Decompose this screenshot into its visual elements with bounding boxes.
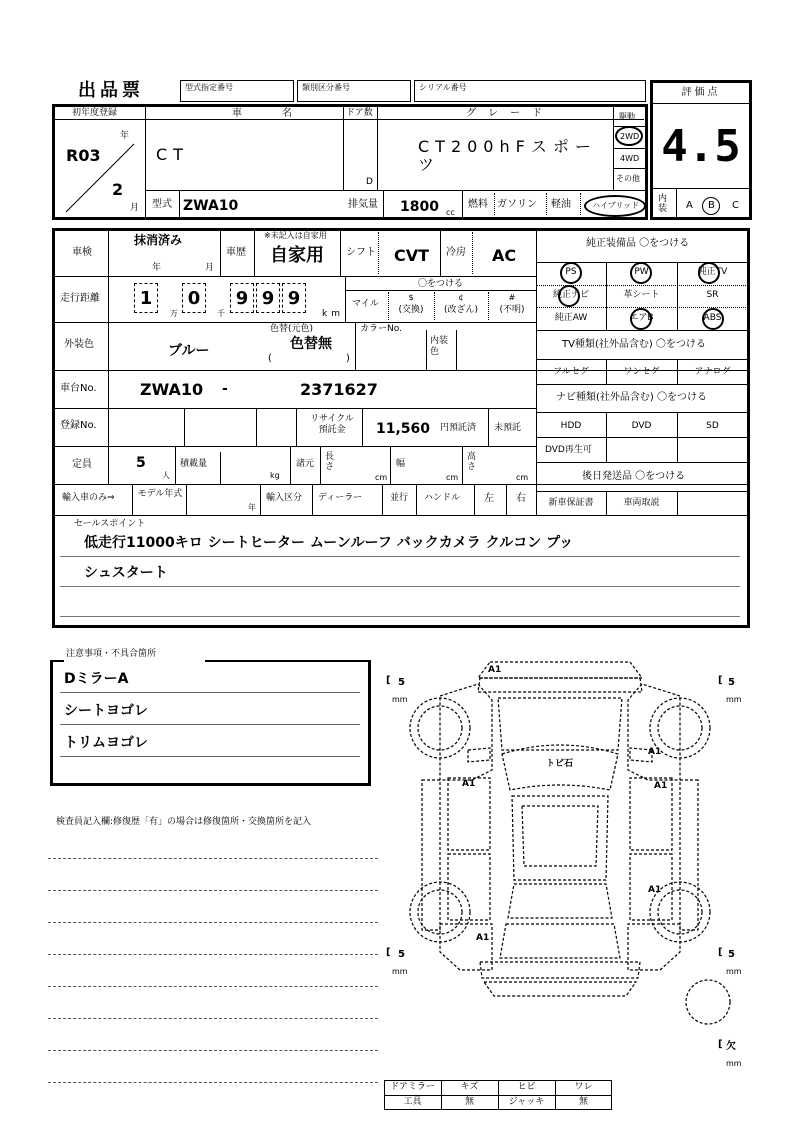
fuel-label: 燃料	[468, 199, 488, 210]
class-label: 類別区分番号	[302, 83, 350, 92]
month-mark: 月	[130, 203, 140, 213]
capacity-value: 5	[136, 455, 146, 471]
legend-r2c4: 無	[578, 1097, 588, 1107]
handle-label: ハンドル	[424, 493, 461, 503]
mileage-unknown-sym: #	[508, 293, 516, 302]
registration-label: 登録No.	[60, 420, 97, 431]
dim-height: 高さ	[467, 452, 477, 472]
chassis-number: 2371627	[300, 380, 378, 399]
recycle-label: リサイクル預託金	[310, 414, 354, 435]
type-approval-label: 型式指定番号	[185, 83, 233, 92]
mark-front-bumper: A1	[488, 665, 502, 675]
note-3: トリムヨゴレ	[64, 735, 148, 751]
interior-b-circle	[702, 197, 720, 215]
mileage-mile: マイル	[352, 299, 379, 309]
nav-dvd: DVD	[631, 421, 652, 431]
mileage-exchange: (交換)	[398, 305, 424, 315]
mark-right-front-door: A1	[654, 781, 668, 791]
tread-rr-bracket: [	[718, 947, 723, 958]
mileage-km: km	[322, 309, 344, 319]
mileage-altered-sym: ¢	[458, 293, 464, 302]
note-1: DミラーA	[64, 671, 129, 687]
model-value: ZWA10	[183, 198, 239, 214]
year-mark: 年	[120, 131, 130, 141]
inspection-month-mark: 月	[205, 263, 215, 273]
tread-rr-mm: mm	[726, 967, 742, 976]
repaint-value: 色替無	[290, 336, 332, 352]
option-pw: PW	[634, 267, 649, 277]
mileage-label: 走行距離	[60, 293, 100, 304]
interior-grade-b: B	[708, 200, 715, 211]
handle-right: 右	[516, 493, 526, 504]
later-docs-label: 後日発送品 〇をつける	[582, 471, 686, 482]
inspector-label: 検査員記入欄:修復歴「有」の場合は修復箇所・交換箇所を記入	[56, 817, 312, 827]
inspection-label: 車検	[72, 247, 92, 258]
fuel-hybrid-circle	[584, 195, 646, 217]
doors-label: ドア数	[346, 108, 373, 118]
class-box	[297, 80, 411, 102]
legend-r2c2: 無	[464, 1097, 474, 1107]
tv-analog: アナログ	[694, 367, 731, 377]
tv-fullseg: フルセグ	[553, 367, 589, 377]
legend-r2c1: 工具	[403, 1097, 422, 1107]
length-cm: cm	[375, 473, 388, 482]
option-tv-circle	[698, 262, 720, 284]
shift-value: CVT	[394, 246, 430, 265]
option-ps-circle	[560, 262, 582, 284]
capacity-unit: 人	[162, 471, 170, 480]
sales-points-label: セールスポイント	[74, 519, 146, 529]
tread-fl-mm: mm	[392, 695, 408, 704]
tread-rr: 5	[728, 949, 735, 960]
form-title: 出品票	[78, 80, 144, 101]
sales-points-line2: シュスタート	[84, 565, 168, 581]
spare-mm: mm	[726, 1059, 742, 1068]
option-abs: ABS	[703, 313, 722, 323]
dim-length: 長さ	[325, 452, 335, 472]
nav-hdd: HDD	[560, 421, 582, 431]
interior-grade-a: A	[686, 200, 693, 211]
score-value: 4.5	[661, 121, 741, 172]
color-value: ブルー	[168, 343, 210, 359]
car-name: CT	[156, 145, 189, 164]
interior-label: 内装	[658, 194, 668, 214]
aircon-value: AC	[492, 246, 517, 265]
first-reg-month: 2	[112, 180, 124, 199]
legend-r1c1: ドアミラー	[390, 1082, 435, 1092]
interior-grade-c: C	[732, 200, 739, 211]
type-approval-box	[180, 80, 294, 102]
import-label: 輸入車のみ⇒	[62, 493, 115, 503]
serial-label: シリアル番号	[419, 83, 467, 92]
notes-label: 注意事項・不具合箇所	[66, 649, 157, 659]
drive-2wd: 2WD	[620, 132, 640, 141]
score-label: 評価点	[681, 87, 721, 98]
dim-width: 幅	[396, 459, 406, 469]
import-parallel: 並行	[390, 493, 409, 503]
fuel-hybrid: ハイブリッド	[592, 201, 640, 210]
mileage-digit-1: 1	[134, 283, 158, 313]
displacement-value: 1800	[400, 199, 439, 215]
mileage-digit-5: 9	[282, 283, 306, 313]
model-label: 型式	[152, 199, 172, 210]
tread-fr-mm: mm	[726, 695, 742, 704]
option-tv: 純正TV	[697, 267, 728, 277]
repaint-paren-open: (	[268, 353, 272, 364]
width-cm: cm	[446, 473, 459, 482]
drive-4wd: 4WD	[620, 154, 640, 163]
grade-label: グレード	[466, 108, 554, 119]
car-damage-diagram	[380, 640, 760, 1080]
history-value: 自家用	[270, 245, 324, 266]
option-leather: 革シート	[623, 290, 660, 300]
options-label: 純正装備品 〇をつける	[586, 238, 690, 249]
option-ps: PS	[565, 267, 577, 277]
fuel-diesel: 軽油	[551, 199, 571, 210]
drive-2wd-circle	[615, 126, 643, 146]
color-label: 外装色	[64, 339, 94, 350]
option-navi: 純正ナビ	[552, 290, 589, 300]
spare-status: 欠	[726, 1041, 736, 1052]
chassis-dash: -	[222, 381, 228, 397]
handle-left: 左	[484, 493, 494, 504]
load-unit: kg	[270, 471, 280, 480]
serial-box	[414, 80, 646, 102]
import-model-year: モデル年式	[137, 489, 183, 499]
capacity-label: 定員	[72, 459, 92, 470]
import-dealer: ディーラー	[318, 493, 363, 503]
mileage-digit-4: 9	[256, 283, 280, 313]
repaint-paren-close: )	[346, 353, 350, 364]
aircon-label: 冷房	[446, 247, 466, 258]
cc-unit: cc	[446, 208, 455, 217]
load-label: 積載量	[180, 459, 208, 469]
fuel-gasoline: ガソリン	[497, 199, 537, 210]
drive-label: 駆動	[619, 112, 635, 121]
inspection-year-mark: 年	[152, 263, 162, 273]
tread-fr-bracket: [	[718, 675, 723, 686]
height-cm: cm	[516, 473, 529, 482]
option-aw: 純正AW	[554, 313, 588, 323]
tread-fl-bracket: [	[386, 675, 391, 686]
tread-rl-bracket: [	[386, 947, 391, 958]
first-reg-era: R03	[66, 146, 101, 165]
tread-rl: 5	[398, 949, 405, 960]
mileage-digit-2: 0	[182, 283, 206, 313]
tv-types-label: TV種類(社外品含む) 〇をつける	[562, 339, 706, 350]
import-year-mark: 年	[248, 503, 256, 512]
slash-mark	[60, 140, 140, 220]
mileage-sen: 千	[217, 309, 225, 318]
mileage-digit-3: 9	[230, 283, 254, 313]
option-navi-circle	[558, 285, 580, 307]
shift-label: シフト	[346, 247, 376, 258]
nav-dvd-playback: DVD再生可	[545, 445, 592, 455]
mark-left-front-door: A1	[462, 779, 476, 789]
color-no-label: カラーNo.	[360, 324, 402, 334]
later-docs-warranty: 新車保証書	[548, 498, 594, 508]
later-docs-manual: 車両取説	[623, 498, 660, 508]
spare-bracket: [	[718, 1039, 723, 1050]
car-name-label: 車名	[232, 108, 332, 119]
mark-left-quarter: A1	[476, 933, 490, 943]
mark-windshield: トビ石	[546, 759, 574, 769]
inspection-value: 抹消済み	[134, 233, 183, 247]
import-category-label: 輸入区分	[266, 493, 303, 503]
mileage-unknown: (不明)	[499, 305, 525, 315]
mileage-altered: (改ざん)	[443, 305, 479, 315]
legend-r1c2: キズ	[460, 1082, 479, 1092]
tread-fr: 5	[728, 677, 735, 688]
nav-sd: SD	[706, 421, 719, 431]
mileage-circle-note: 〇をつける	[417, 279, 463, 289]
displacement-label: 排気量	[348, 199, 378, 210]
history-label: 車歴	[226, 247, 246, 258]
recycle-deposited: 円預託済	[440, 423, 477, 433]
option-abs-circle	[702, 308, 724, 330]
note-2: シートヨゴレ	[64, 703, 148, 719]
tread-fl: 5	[398, 677, 405, 688]
option-airbag-circle	[630, 308, 652, 330]
interior-color-label: 内装色	[430, 336, 449, 357]
chassis-prefix: ZWA10	[140, 380, 204, 399]
history-note: ※未記入は自家用	[264, 231, 327, 240]
mileage-man: 万	[170, 309, 178, 318]
doors-suffix: D	[366, 177, 373, 187]
chassis-label: 車台No.	[60, 383, 97, 394]
option-sunroof: SR	[706, 290, 719, 300]
mark-right-rear-door: A1	[648, 885, 662, 895]
nav-types-label: ナビ種類(社外品含む) 〇をつける	[556, 392, 707, 403]
repaint-label: 色替(元色)	[270, 324, 314, 334]
recycle-value: 11,560	[376, 421, 431, 437]
tread-rl-mm: mm	[392, 967, 408, 976]
recycle-not-deposited: 未預託	[494, 423, 522, 433]
legend-r1c4: ワレ	[574, 1082, 593, 1092]
legend-r2c3: ジャッキ	[508, 1097, 545, 1107]
legend-r1c3: ヒビ	[517, 1082, 536, 1092]
sales-points-line1: 低走行11000キロ シートヒーター ムーンルーフ バックカメラ クルコン プッ	[84, 535, 574, 551]
option-pw-circle	[630, 262, 652, 284]
dims-label: 諸元	[296, 459, 315, 469]
first-reg-label: 初年度登録	[72, 108, 118, 118]
option-airbag: エアB	[629, 313, 654, 323]
mark-right-fender: A1	[648, 747, 662, 757]
drive-other: その他	[616, 174, 640, 183]
mileage-exchange-sym: $	[408, 293, 414, 302]
tv-oneseg: ワンセグ	[623, 367, 660, 377]
grade-value: CT200hFスポーツ	[418, 137, 597, 174]
